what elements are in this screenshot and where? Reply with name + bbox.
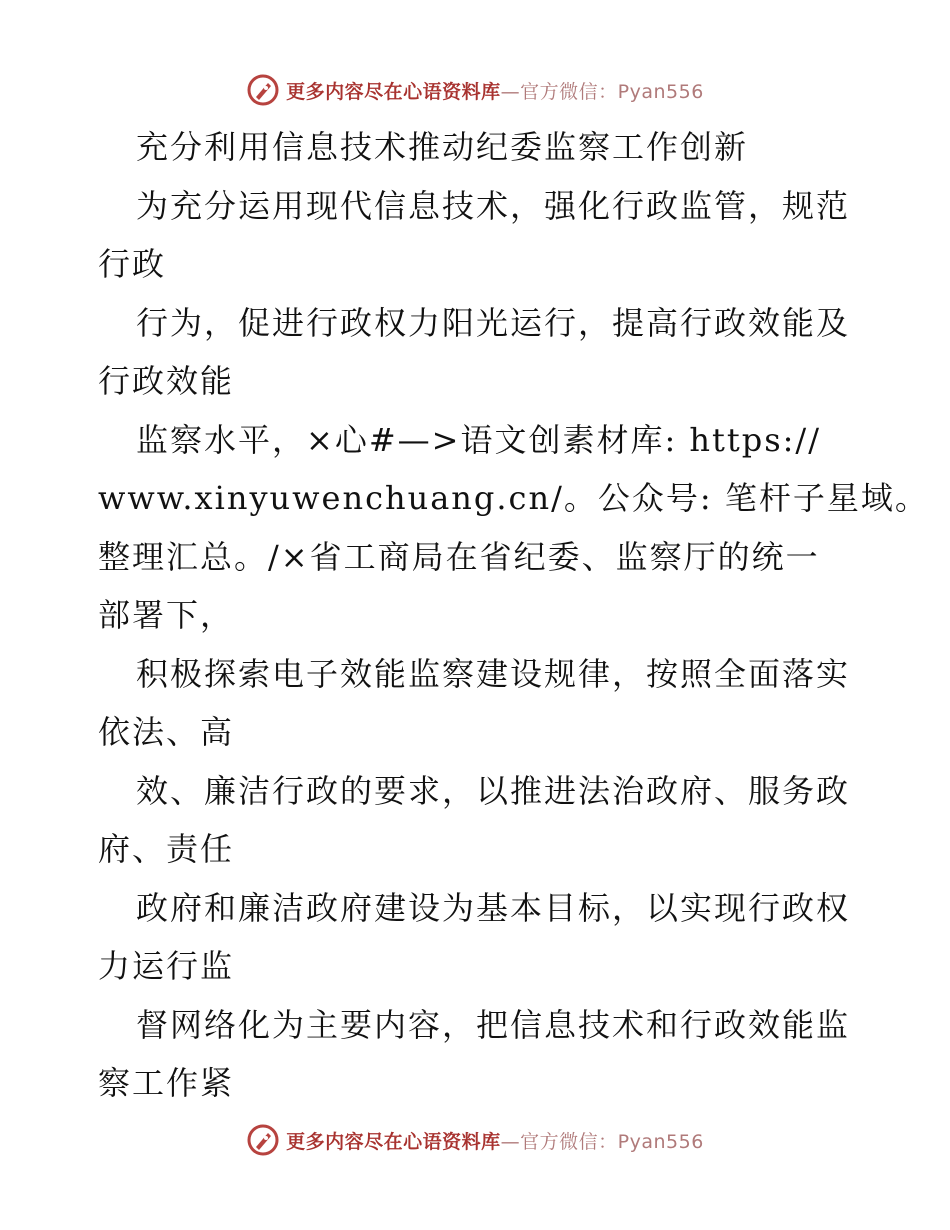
pen-nib-circle-icon (246, 1123, 280, 1157)
footer-banner (0, 1120, 950, 1160)
text-line: 力运行监 (98, 947, 235, 985)
text-line: 部署下， (98, 596, 235, 634)
text-line: 依法、高 (98, 713, 235, 751)
text-line: 察工作紧 (98, 1064, 235, 1102)
pen-nib-circle-icon (246, 73, 280, 107)
banner-emphasis: 更多内容尽在心语资料库 (286, 1130, 501, 1153)
text-line: 监察水平，×心#—>语文创素材库: https:// (136, 420, 821, 459)
text-line: 行政 (98, 245, 167, 283)
text-line: 行为，促进行政权力阳光运行，提高行政效能及 (136, 303, 851, 342)
text-line: 为充分运用现代信息技术，强化行政监管，规范 (136, 186, 851, 225)
banner-emphasis: 更多内容尽在心语资料库 (286, 80, 501, 103)
text-line: 积极探索电子效能监察建设规律，按照全面落实 (136, 654, 851, 693)
text-line: 督网络化为主要内容，把信息技术和行政效能监 (136, 1005, 851, 1044)
text-line: 行政效能 (98, 362, 235, 400)
text-line: 效、廉洁行政的要求，以推进法治政府、服务政 (136, 771, 851, 810)
banner-rest: —官方微信：Pyan556 (500, 80, 704, 103)
header-banner (0, 70, 950, 110)
banner-text (286, 77, 704, 104)
banner-rest: —官方微信：Pyan556 (500, 1130, 704, 1153)
text-line: 整理汇总。/×省工商局在省纪委、监察厅的统一 (98, 537, 820, 576)
document-body (98, 118, 929, 1113)
text-line: 政府和廉洁政府建设为基本目标，以实现行政权 (136, 888, 851, 927)
text-line: www.xinyuwenchuang.cn/。公众号: 笔杆子星域。 (98, 479, 929, 517)
text-line: 充分利用信息技术推动纪委监察工作创新 (136, 128, 749, 166)
banner-text (286, 1127, 704, 1154)
text-line: 府、责任 (98, 830, 235, 868)
